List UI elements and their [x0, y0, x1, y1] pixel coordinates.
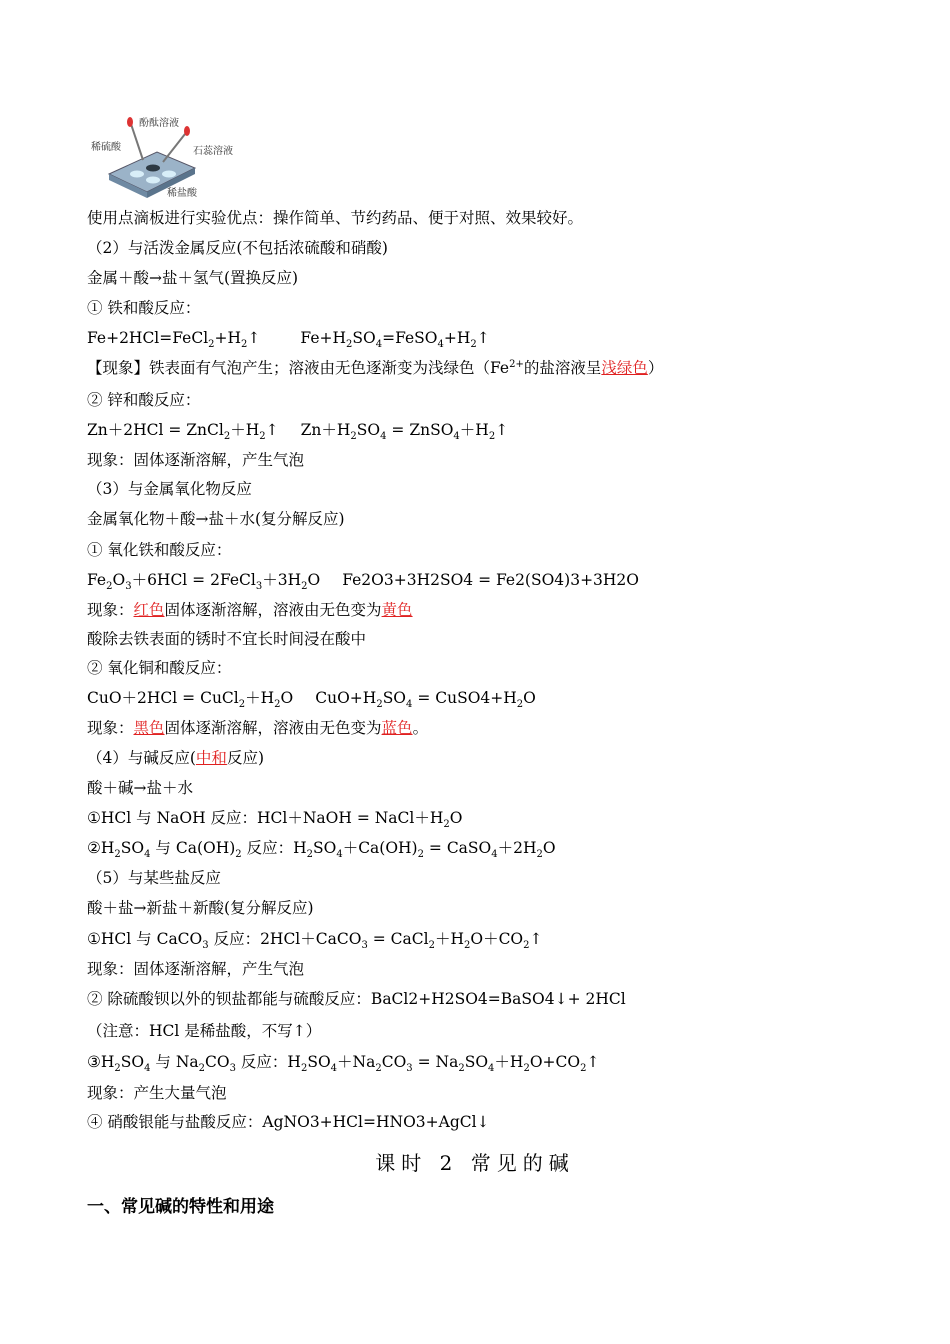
section-title: 课时 2 常见的碱 — [375, 1151, 575, 1175]
equation-line: ①HCl 与 NaOH 反应：HCl＋NaOH = $NaCl+H_2O$ — [87, 809, 463, 831]
note-line: （注意：HCl 是稀盐酸，不写↑） — [87, 1022, 322, 1040]
label-phenolphthalein: 酚酞溶液 — [139, 118, 179, 129]
spot-plate-figure — [87, 112, 247, 200]
equation-line: $③H_2SO_4$ 与 $Na_2CO_3$ 反应：$H_2SO_4+Na_2CO_3$ = $Na_2SO_4+H_2O+CO_2↑$ — [87, 1053, 600, 1075]
label-litmus: 石蕊溶液 — [193, 146, 233, 157]
subheading: （4）与碱反应(中和反应) — [87, 749, 264, 767]
phenomenon-line: 现象：黑色固体逐渐溶解，溶液由无色变为蓝色。 — [87, 719, 429, 737]
text-line: 酸＋盐→新盐＋新酸(复分解反应) — [87, 899, 314, 917]
text-line: 酸＋碱→盐＋水 — [87, 779, 193, 797]
text-line: 酸除去铁表面的锈时不宜长时间浸在酸中 — [87, 630, 367, 648]
subheading: （3）与金属氧化物反应 — [87, 480, 252, 498]
text-line: 金属＋酸→盐＋氢气(置换反应) — [87, 269, 299, 287]
phenomenon-line: 现象：红色固体逐渐溶解，溶液由无色变为黄色 — [87, 601, 413, 619]
equation-line: $CuO+2HCl = CuCl_2+H_2O$ $CuO+H_2SO_4$ = $CuSO4+H_2O$ — [87, 689, 536, 711]
equation-line: $②H_2SO_4$ 与 $Ca(OH)_2$ 反应：$H_2SO_4+Ca(OH)_2$ = $CaSO_4+2H_2O$ — [87, 839, 556, 861]
well-2 — [146, 165, 160, 172]
label-dilute-hcl: 稀盐酸 — [167, 188, 197, 199]
equation-line: ①HCl 与 CaCO$_3$ 反应：2HCl＋CaCO$_3$ = $CaCl_2+H_2O+CO_2↑$ — [87, 930, 543, 952]
well-1 — [130, 171, 144, 178]
dropper-1-bulb — [127, 117, 133, 127]
well-3 — [146, 177, 160, 184]
phenomenon-line: 【现象】铁表面有气泡产生；溶液由无色逐渐变为浅绿色（$Fe^{2+}$的盐溶液呈浅绿色） — [87, 358, 664, 377]
text-line: ② 锌和酸反应： — [87, 391, 201, 409]
well-4 — [162, 171, 176, 178]
equation-line: $Fe_2O_3+6HCl$ = $2FeCl_3+3H_2O$ Fe2O3+3H2SO4 = Fe2(SO4)3+3H2O — [87, 571, 640, 593]
text-line: 现象：产生大量气泡 — [87, 1084, 227, 1102]
text-line: 金属氧化物＋酸→盐＋水(复分解反应) — [87, 510, 345, 528]
equation-line: $Fe+2HCl=FeCl_2+H_2↑$ $Fe+H_2SO_4=FeSO_4+H_2↑$ — [87, 329, 490, 351]
label-dilute-sulfuric: 稀硫酸 — [91, 142, 121, 153]
dropper-2 — [163, 134, 185, 162]
text-line: ② 氧化铜和酸反应： — [87, 659, 232, 677]
subheading: （5）与某些盐反应 — [87, 869, 221, 887]
heading-1: 一、常见碱的特性和用途 — [87, 1197, 274, 1217]
text-line: ① 氧化铁和酸反应： — [87, 541, 232, 559]
text-line: ② 除硫酸钡以外的钡盐都能与硫酸反应：BaCl2+H2SO4=BaSO4↓+ 2HCl — [87, 990, 626, 1008]
text-line: 现象：固体逐渐溶解，产生气泡 — [87, 451, 305, 469]
text-line: ④ 硝酸银能与盐酸反应：AgNO3+HCl=HNO3+AgCl↓ — [87, 1113, 490, 1131]
text-line: ① 铁和酸反应： — [87, 299, 201, 317]
subheading: （2）与活泼金属反应(不包括浓硫酸和硝酸) — [87, 239, 388, 257]
equation-line: $Zn+2HCl = ZnCl_2+H_2↑$ $Zn+H_2SO_4$ = $ZnSO_4+H_2↑$ — [87, 421, 509, 443]
dropper-2-bulb — [184, 126, 190, 136]
dropper-1 — [131, 124, 143, 160]
text-line: 使用点滴板进行实验优点：操作简单、节约药品、便于对照、效果较好。 — [87, 209, 584, 227]
text-line: 现象：固体逐渐溶解，产生气泡 — [87, 960, 305, 978]
